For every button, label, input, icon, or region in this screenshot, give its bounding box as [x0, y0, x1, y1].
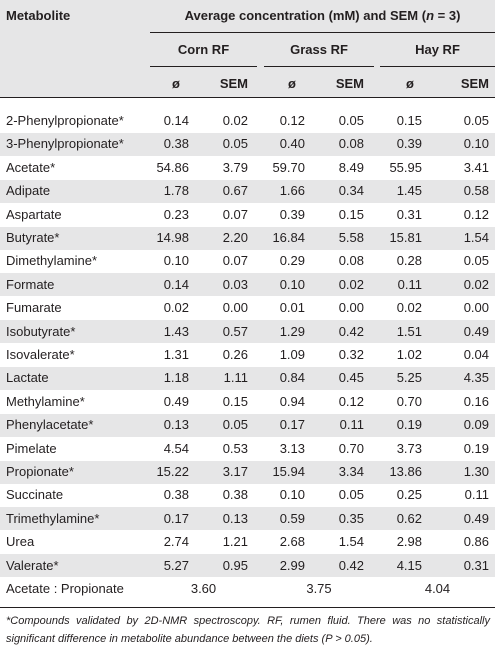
sem-cell: 0.15 [222, 393, 248, 409]
metabolite-name: Pimelate [6, 440, 57, 456]
mean-cell: 55.95 [389, 159, 422, 175]
hay-sem-header: SEM [460, 76, 489, 91]
mean-cell: 5.27 [163, 557, 189, 573]
hay-header-rule [380, 66, 495, 67]
sem-cell: 0.05 [338, 113, 364, 128]
ratio-name: Acetate : Propionate [6, 581, 124, 596]
ratio-value: 3.60 [190, 581, 217, 596]
mean-cell: 59.70 [272, 159, 305, 175]
table-rule-bottom [0, 607, 495, 608]
metabolite-name: Acetate* [6, 159, 56, 175]
mean-cell: 1.18 [163, 370, 189, 386]
mean-cell: 2.68 [279, 534, 305, 550]
sem-cell: 1.54 [463, 230, 489, 245]
mean-cell: 0.38 [163, 487, 189, 503]
sem-cell: 0.86 [463, 534, 489, 550]
corn-sem-header: SEM [219, 76, 248, 91]
sem-cell: 4.35 [463, 370, 489, 386]
sem-cell: 2.20 [222, 230, 248, 245]
mean-cell: 13.86 [389, 464, 422, 479]
hay-mean-header: ø [406, 76, 414, 91]
sem-cell: 0.95 [222, 557, 248, 573]
mean-cell: 15.22 [156, 464, 189, 479]
sem-cell: 0.12 [463, 206, 489, 222]
mean-cell: 0.31 [396, 206, 422, 222]
sem-cell: 0.57 [222, 323, 248, 339]
sem-cell: 0.07 [222, 206, 248, 222]
sem-cell: 0.70 [338, 440, 364, 456]
metabolite-name: Lactate [6, 370, 49, 386]
grass-sem-header: SEM [335, 76, 364, 91]
sem-cell: 0.26 [222, 347, 248, 362]
mean-cell: 0.14 [163, 113, 189, 128]
sem-cell: 1.30 [463, 464, 489, 479]
mean-cell: 0.19 [396, 417, 422, 433]
grass-header-rule [264, 66, 374, 67]
metabolite-name: Formate [6, 276, 55, 292]
sem-cell: 3.17 [222, 464, 248, 479]
metabolite-name: Adipate [6, 183, 51, 199]
metabolite-name: Valerate* [6, 557, 59, 573]
mean-cell: 1.29 [279, 323, 305, 339]
sem-cell: 0.09 [463, 417, 489, 433]
mean-cell: 1.66 [279, 183, 305, 199]
sem-cell: 0.05 [463, 113, 489, 128]
mean-cell: 0.84 [279, 370, 305, 386]
mean-cell: 15.94 [272, 464, 305, 479]
mean-cell: 1.45 [396, 183, 422, 199]
mean-cell: 0.17 [163, 510, 189, 526]
sem-cell: 0.31 [463, 557, 489, 573]
ratio-value: 4.04 [424, 581, 451, 596]
sem-cell: 0.02 [222, 113, 248, 128]
mean-cell: 0.59 [279, 510, 305, 526]
sem-cell: 1.54 [338, 534, 364, 550]
metabolite-name: Succinate [6, 487, 64, 503]
metabolite-name: Trimethylamine* [6, 510, 100, 526]
metabolite-name: Fumarate [6, 300, 62, 316]
metabolite-name: Isovalerate* [6, 347, 75, 362]
sem-cell: 0.42 [338, 323, 364, 339]
mean-cell: 5.25 [396, 370, 422, 386]
mean-cell: 1.09 [279, 347, 305, 362]
mean-cell: 0.40 [279, 136, 305, 152]
sem-cell: 0.08 [338, 136, 364, 152]
sem-cell: 0.00 [463, 300, 489, 316]
metabolite-name: 3-Phenylpropionate* [6, 136, 124, 152]
sem-cell: 0.15 [338, 206, 364, 222]
sem-cell: 0.05 [222, 417, 248, 433]
header-rule-top [150, 32, 495, 33]
sem-cell: 0.02 [338, 276, 364, 292]
corn-header-rule [150, 66, 257, 67]
header-rule-bottom [0, 97, 495, 98]
mean-cell: 0.13 [163, 417, 189, 433]
mean-cell: 0.10 [163, 253, 189, 269]
average-suffix: = 3) [434, 8, 461, 23]
metabolite-name: Aspartate [6, 206, 62, 222]
mean-cell: 0.01 [279, 300, 305, 316]
sem-cell: 5.58 [338, 230, 364, 245]
average-concentration-header [150, 8, 495, 24]
sem-cell: 1.11 [223, 370, 248, 386]
sem-cell: 8.49 [338, 159, 364, 175]
sem-cell: 0.04 [463, 347, 489, 362]
mean-cell: 1.02 [396, 347, 422, 362]
mean-cell: 4.15 [396, 557, 422, 573]
mean-cell: 1.78 [163, 183, 189, 199]
hay-rf-header: Hay RF [415, 42, 460, 57]
mean-cell: 0.39 [396, 136, 422, 152]
metabolite-name: Dimethylamine* [6, 253, 98, 269]
mean-cell: 0.15 [396, 113, 422, 128]
sem-cell: 1.21 [222, 534, 248, 550]
mean-cell: 54.86 [156, 159, 189, 175]
sem-cell: 0.42 [338, 557, 364, 573]
metabolite-column-header: Metabolite [6, 8, 71, 23]
mean-cell: 0.39 [279, 206, 305, 222]
mean-cell: 0.02 [163, 300, 189, 316]
metabolite-name: Propionate* [6, 464, 74, 479]
mean-cell: 0.70 [396, 393, 422, 409]
sem-cell: 0.05 [463, 253, 489, 269]
mean-cell: 1.43 [163, 323, 189, 339]
sem-cell: 0.00 [222, 300, 248, 316]
mean-cell: 0.49 [163, 393, 189, 409]
mean-cell: 0.94 [279, 393, 305, 409]
sem-cell: 0.00 [338, 300, 364, 316]
mean-cell: 1.51 [396, 323, 422, 339]
sem-cell: 0.49 [463, 510, 489, 526]
n-symbol: n [426, 8, 435, 23]
mean-cell: 4.54 [163, 440, 189, 456]
sem-cell: 0.58 [463, 183, 489, 199]
sem-cell: 0.07 [222, 253, 248, 269]
mean-cell: 0.29 [279, 253, 305, 269]
mean-cell: 14.98 [156, 230, 189, 245]
metabolite-name: Urea [6, 534, 35, 550]
mean-cell: 3.73 [396, 440, 422, 456]
sem-cell: 0.05 [338, 487, 364, 503]
mean-cell: 0.62 [396, 510, 422, 526]
mean-cell: 0.17 [279, 417, 305, 433]
sem-cell: 0.35 [338, 510, 364, 526]
sem-cell: 0.45 [338, 370, 364, 386]
sem-cell: 0.38 [222, 487, 248, 503]
sem-cell: 3.34 [338, 464, 364, 479]
grass-rf-header: Grass RF [290, 42, 348, 57]
grass-mean-header: ø [288, 76, 296, 91]
ratio-value: 3.75 [306, 581, 332, 596]
mean-cell: 0.02 [396, 300, 422, 316]
sem-cell: 0.32 [338, 347, 364, 362]
sem-cell: 0.02 [463, 276, 489, 292]
average-prefix: Average concentration (mM) and SEM ( [184, 8, 427, 23]
sem-cell: 0.11 [339, 417, 364, 433]
sem-cell: 0.34 [338, 183, 364, 199]
mean-cell: 2.99 [279, 557, 305, 573]
sem-cell: 0.11 [464, 487, 489, 503]
metabolite-name: 2-Phenylpropionate* [6, 113, 124, 128]
sem-cell: 0.53 [222, 440, 248, 456]
sem-cell: 0.10 [463, 136, 489, 152]
corn-mean-header: ø [172, 76, 180, 91]
sem-cell: 0.08 [338, 253, 364, 269]
sem-cell: 0.16 [463, 393, 489, 409]
mean-cell: 0.28 [396, 253, 422, 269]
mean-cell: 0.23 [163, 206, 189, 222]
mean-cell: 0.11 [397, 276, 422, 292]
mean-cell: 16.84 [272, 230, 305, 245]
mean-cell: 2.74 [163, 534, 189, 550]
sem-cell: 0.67 [222, 183, 248, 199]
sem-cell: 0.13 [222, 510, 248, 526]
mean-cell: 0.10 [279, 487, 305, 503]
mean-cell: 0.38 [163, 136, 189, 152]
mean-cell: 3.13 [279, 440, 305, 456]
sem-cell: 0.12 [338, 393, 364, 409]
sem-cell: 0.19 [463, 440, 489, 456]
mean-cell: 0.10 [279, 276, 305, 292]
sem-cell: 0.05 [222, 136, 248, 152]
sem-cell: 0.03 [222, 276, 248, 292]
metabolite-name: Phenylacetate* [6, 417, 94, 433]
sem-cell: 0.49 [463, 323, 489, 339]
metabolite-name: Butyrate* [6, 230, 60, 245]
mean-cell: 0.12 [279, 113, 305, 128]
mean-cell: 0.14 [163, 276, 189, 292]
mean-cell: 2.98 [396, 534, 422, 550]
corn-rf-header: Corn RF [177, 42, 230, 57]
sem-cell: 3.79 [222, 159, 248, 175]
sem-cell: 3.41 [463, 159, 489, 175]
mean-cell: 15.81 [389, 230, 422, 245]
mean-cell: 1.31 [163, 347, 189, 362]
mean-cell: 0.25 [396, 487, 422, 503]
table-footnote: *Compounds validated by 2D-NMR spectroscopy. RF, rumen fluid. There was no statistically significant difference in metabolite abundance between the diets (P > 0.05). [6, 615, 490, 645]
metabolite-name: Methylamine* [6, 393, 85, 409]
metabolite-name: Isobutyrate* [6, 323, 76, 339]
